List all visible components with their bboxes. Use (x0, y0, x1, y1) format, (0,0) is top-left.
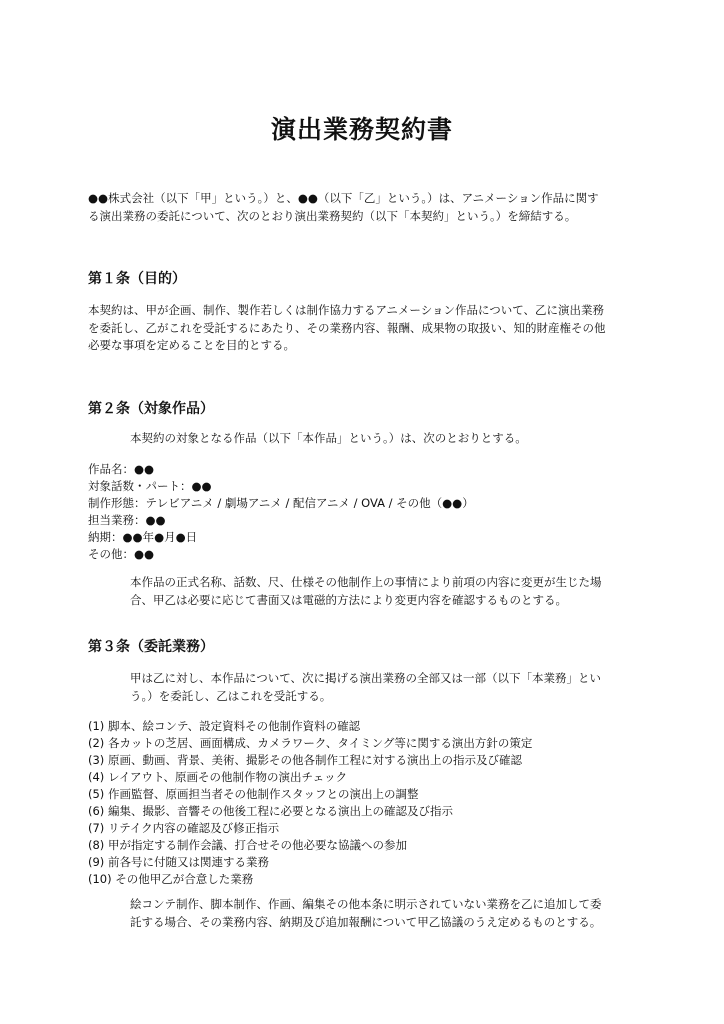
field-assigned-work: 担当業務：●● (88, 513, 166, 527)
document-title: 演出業務契約書 (270, 115, 453, 144)
article-2-fields (88, 461, 648, 563)
article-2-heading: 第２条（対象作品） (88, 401, 214, 417)
list-item: (1) 脚本、絵コンテ、設定資料その他制作資料の確認 (88, 719, 361, 733)
article-3-intro (130, 670, 650, 705)
article-2-note-line: 本作品の正式名称、話数、尺、仕様その他制作上の事情により前項の内容に変更が生じた場 (130, 575, 602, 589)
article-1-body-line: 本契約は、甲が企画、制作、製作若しくは制作協力するアニメーション作品について、乙に演出業務 (88, 303, 604, 317)
list-item: (7) リテイク内容の確認及び修正指示 (88, 821, 280, 835)
article-2-intro-line: 本契約の対象となる作品（以下「本作品」という。）は、次のとおりとする。 (130, 431, 527, 445)
list-item: (2) 各カットの芝居、画面構成、カメラワーク、タイミング等に関する演出方針の策定 (88, 736, 533, 750)
article-2-note (130, 574, 650, 609)
article-1-body-line: 必要な事項を定めることを目的とする。 (88, 338, 295, 352)
article-3-intro-line: 甲は乙に対し、本作品について、次に掲げる演出業務の全部又は一部（以下「本業務」とい (130, 671, 602, 685)
article-1-heading: 第１条（目的） (88, 271, 186, 287)
preamble-line: ●●株式会社（以下「甲」という。）と、●●（以下「乙」という。）は、アニメーション作品に関す (88, 191, 599, 205)
field-other: その他：●● (88, 547, 155, 561)
list-item: (8) 甲が指定する制作会議、打合せその他必要な協議への参加 (88, 838, 407, 852)
field-episodes: 対象話数・パート：●● (88, 479, 212, 493)
article-3-note-line: 絵コンテ制作、脚本制作、作画、編集その他本条に明示されていない業務を乙に追加して委 (130, 897, 602, 911)
list-item: (9) 前各号に付随又は関連する業務 (88, 855, 269, 869)
preamble (88, 190, 648, 225)
article-2-intro (130, 430, 650, 448)
field-format: 制作形態：テレビアニメ / 劇場アニメ / 配信アニメ / OVA / その他（●●） (88, 496, 474, 510)
field-deadline: 納期：●●年●月●日 (88, 530, 198, 544)
article-3-note (130, 896, 650, 931)
list-item: (5) 作画監督、原画担当者その他制作スタッフとの演出上の調整 (88, 787, 419, 801)
preamble-line: る演出業務の委託について、次のとおり演出業務契約（以下「本契約」という。）を締結する。 (88, 208, 577, 223)
list-item: (10) その他甲乙が合意した業務 (88, 872, 254, 886)
article-3-heading: 第３条（委託業務） (88, 639, 214, 655)
article-3-items (88, 718, 648, 888)
article-1-body (88, 302, 648, 355)
article-1-body-line: を委託し、乙がこれを受託するにあたり、その業務内容、報酬、成果物の取扱い、知的財産権その他 (88, 320, 606, 335)
article-3-intro-line: う。）を委託し、乙はこれを受託する。 (130, 688, 332, 703)
list-item: (4) レイアウト、原画その他制作物の演出チェック (88, 770, 348, 784)
field-work-title: 作品名：●● (88, 462, 155, 476)
article-2-note-line: 合、甲乙は必要に応じて書面又は電磁的方法により変更内容を確認するものとする。 (130, 592, 567, 607)
article-3-note-line: 託する場合、その業務内容、納期及び追加報酬について甲乙協議のうえ定めるものとする。 (130, 914, 602, 929)
list-item: (3) 原画、動画、背景、美術、撮影その他各制作工程に対する演出上の指示及び確認 (88, 753, 522, 767)
list-item: (6) 編集、撮影、音響その他後工程に必要となる演出上の確認及び指示 (88, 804, 453, 818)
